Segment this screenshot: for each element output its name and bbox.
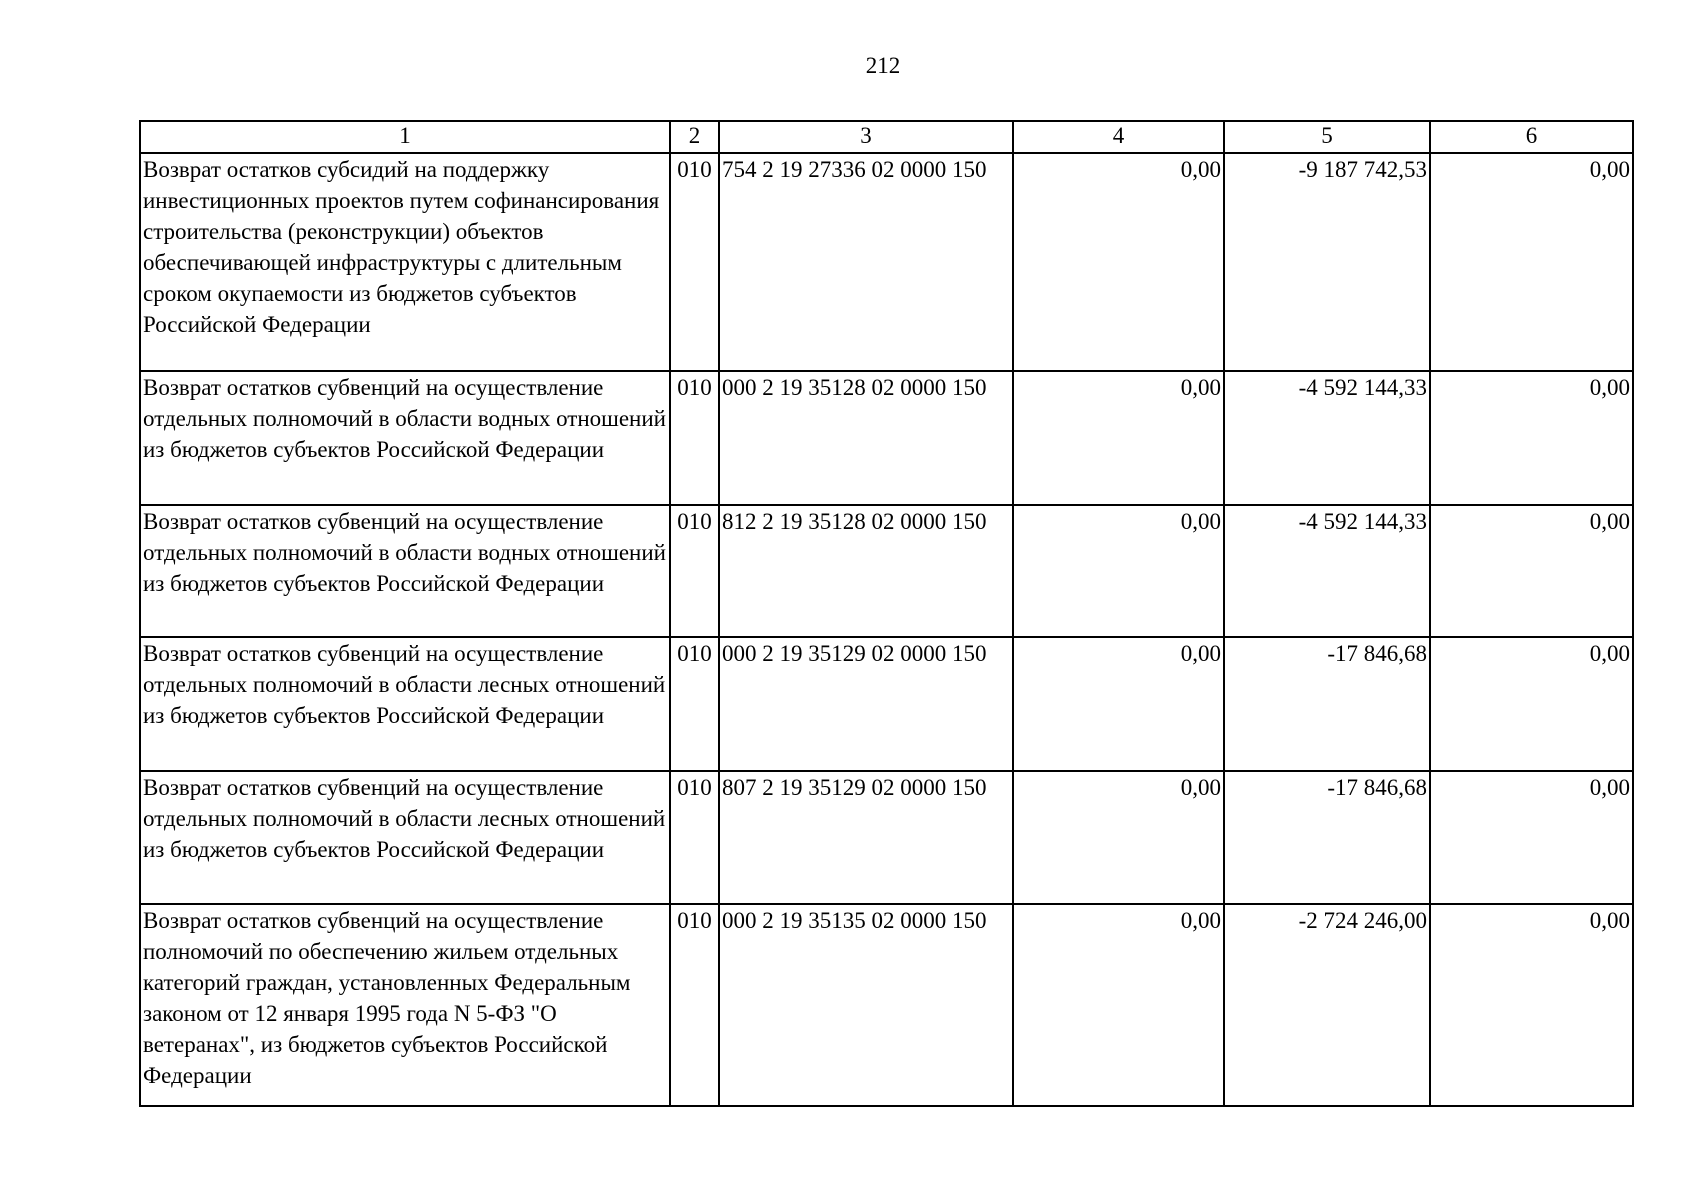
row-column-4: 0,00 bbox=[1013, 153, 1224, 371]
row-column-4: 0,00 bbox=[1013, 771, 1224, 904]
page-number: 212 bbox=[865, 53, 901, 78]
row-description: Возврат остатков субвенций на осуществление полномочий по обеспечению жильем отдельных категорий граждан, установленных Федеральным законом от 12 января 1995 года N 5-ФЗ "О ветеранах", из бюджетов субъектов Российской Федерации bbox=[140, 904, 670, 1106]
row-column-2: 010 bbox=[670, 505, 719, 637]
row-description: Возврат остатков субвенций на осуществление отдельных полномочий в области водных отношений из бюджетов субъектов Российской Федерации bbox=[140, 505, 670, 637]
row-column-2: 010 bbox=[670, 637, 719, 771]
row-column-2: 010 bbox=[670, 371, 719, 505]
column-header-6: 6 bbox=[1430, 121, 1633, 153]
column-header-3: 3 bbox=[719, 121, 1013, 153]
row-column-6: 0,00 bbox=[1430, 153, 1633, 371]
row-column-5: -9 187 742,53 bbox=[1224, 153, 1430, 371]
row-column-2: 010 bbox=[670, 153, 719, 371]
row-description: Возврат остатков субсидий на поддержку инвестиционных проектов путем софинансирования строительства (реконструкции) объектов обеспечивающей инфраструктуры с длительным сроком окупаемости из бюджетов субъектов Российской Федерации bbox=[140, 153, 670, 371]
row-column-4: 0,00 bbox=[1013, 505, 1224, 637]
row-description: Возврат остатков субвенций на осуществление отдельных полномочий в области водных отношений из бюджетов субъектов Российской Федерации bbox=[140, 371, 670, 505]
row-column-5: -17 846,68 bbox=[1224, 637, 1430, 771]
row-description: Возврат остатков субвенций на осуществление отдельных полномочий в области лесных отношений из бюджетов субъектов Российской Федерации bbox=[140, 771, 670, 904]
row-column-6: 0,00 bbox=[1430, 637, 1633, 771]
row-column-6: 0,00 bbox=[1430, 505, 1633, 637]
row-column-2: 010 bbox=[670, 904, 719, 1106]
table-header-row bbox=[140, 121, 1633, 153]
row-column-6: 0,00 bbox=[1430, 904, 1633, 1106]
row-code: 754 2 19 27336 02 0000 150 bbox=[719, 153, 1013, 371]
column-header-4: 4 bbox=[1013, 121, 1224, 153]
column-header-2: 2 bbox=[670, 121, 719, 153]
row-column-4: 0,00 bbox=[1013, 637, 1224, 771]
budget-table bbox=[139, 120, 1634, 1107]
table-row bbox=[140, 904, 1633, 1106]
table-row bbox=[140, 771, 1633, 904]
row-column-4: 0,00 bbox=[1013, 371, 1224, 505]
row-code: 812 2 19 35128 02 0000 150 bbox=[719, 505, 1013, 637]
table-row bbox=[140, 505, 1633, 637]
row-description: Возврат остатков субвенций на осуществление отдельных полномочий в области лесных отношений из бюджетов субъектов Российской Федерации bbox=[140, 637, 670, 771]
column-header-1: 1 bbox=[140, 121, 670, 153]
row-code: 000 2 19 35135 02 0000 150 bbox=[719, 904, 1013, 1106]
row-column-2: 010 bbox=[670, 771, 719, 904]
table-row bbox=[140, 153, 1633, 371]
row-column-6: 0,00 bbox=[1430, 371, 1633, 505]
row-column-5: -17 846,68 bbox=[1224, 771, 1430, 904]
row-column-5: -2 724 246,00 bbox=[1224, 904, 1430, 1106]
row-column-4: 0,00 bbox=[1013, 904, 1224, 1106]
table-row bbox=[140, 371, 1633, 505]
column-header-5: 5 bbox=[1224, 121, 1430, 153]
row-column-6: 0,00 bbox=[1430, 771, 1633, 904]
row-column-5: -4 592 144,33 bbox=[1224, 371, 1430, 505]
row-column-5: -4 592 144,33 bbox=[1224, 505, 1430, 637]
row-code: 000 2 19 35129 02 0000 150 bbox=[719, 637, 1013, 771]
row-code: 807 2 19 35129 02 0000 150 bbox=[719, 771, 1013, 904]
table-row bbox=[140, 637, 1633, 771]
row-code: 000 2 19 35128 02 0000 150 bbox=[719, 371, 1013, 505]
